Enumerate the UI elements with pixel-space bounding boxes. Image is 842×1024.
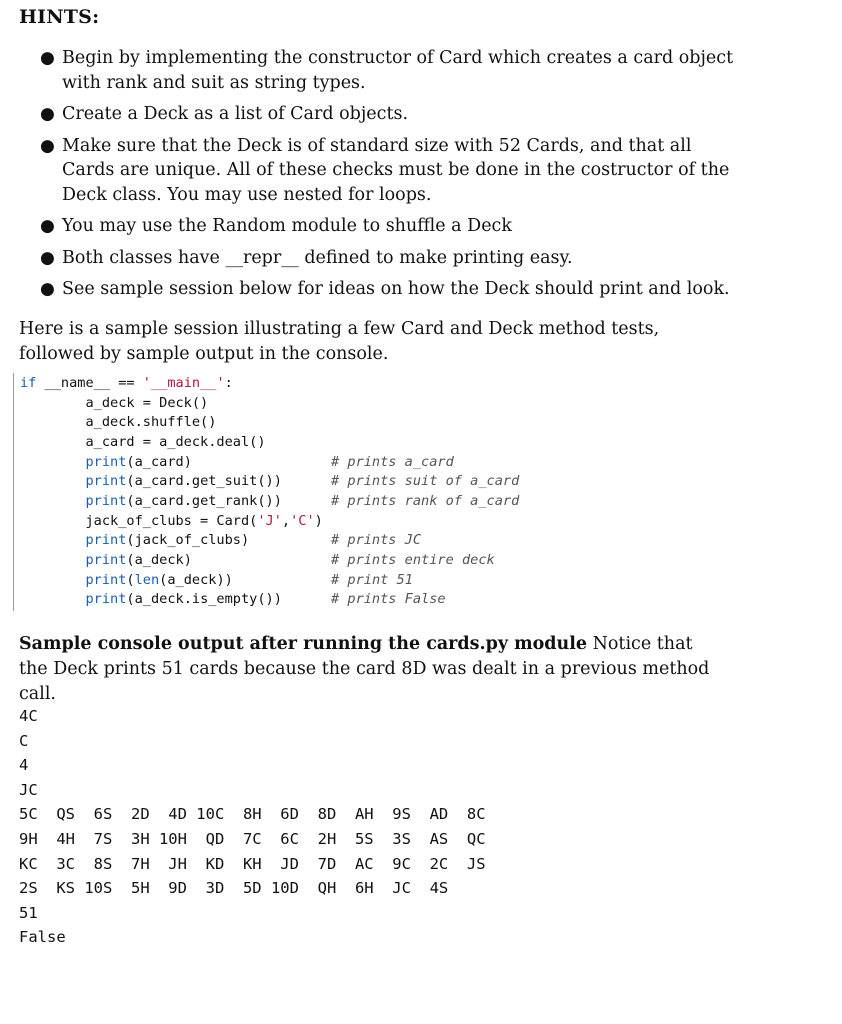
- code-comment: # print 51: [331, 571, 413, 588]
- code-line: print(a_deck.is_empty()) # prints False: [85, 591, 446, 608]
- bullet-icon: ●: [40, 135, 55, 156]
- hint-item: [40, 102, 740, 127]
- console-line: KC 3C 8S 7H JH KD KH JD 7D AC 9C 2C JS: [19, 854, 486, 873]
- code-comment: # prints rank of a_card: [331, 492, 520, 509]
- intro-paragraph: Here is a sample session illustrating a few Card and Deck method tests, followed by sample output in the console.: [19, 319, 660, 364]
- console-line: False: [19, 928, 66, 947]
- code-line: print(a_deck) # prints entire deck: [85, 551, 495, 568]
- hints-list: [40, 46, 740, 309]
- code-line: a_deck = Deck(): [20, 394, 209, 411]
- console-line: 4: [19, 756, 29, 775]
- hint-text: Make sure that the Deck is of standard size with 52 Cards, and that all Cards are unique. All of these checks must be done in the costructor of the Deck class. You may use nested for loops.: [62, 135, 730, 205]
- code-comment: # prints JC: [331, 532, 422, 549]
- code-line: print(a_card) # prints a_card: [85, 453, 454, 470]
- console-line: 51: [19, 903, 38, 922]
- code-line: if __name__ == '__main__':: [20, 375, 233, 391]
- hints-heading: HINTS:: [19, 6, 100, 28]
- hint-item: [40, 214, 740, 239]
- console-output: [19, 704, 486, 950]
- code-line: print(a_card.get_suit()) # prints suit of a_card: [85, 473, 520, 490]
- code-block: [20, 374, 519, 610]
- code-line: a_card = a_deck.deal(): [20, 433, 266, 450]
- code-comment: # prints entire deck: [331, 551, 495, 568]
- hint-text: Begin by implementing the constructor of Card which creates a card object with rank and suit as string types.: [62, 48, 734, 93]
- hint-item: [40, 134, 740, 208]
- code-line: print(a_card.get_rank()) # prints rank of a_card: [85, 492, 520, 509]
- bullet-icon: ●: [40, 104, 55, 124]
- code-line: print(len(a_deck)) # print 51: [85, 571, 413, 588]
- sample-output-heading: Sample console output after running the cards.py module: [19, 634, 588, 654]
- console-line: JC: [19, 780, 38, 799]
- bullet-icon: ●: [40, 247, 55, 268]
- hint-text: See sample session below for ideas on how the Deck should print and look.: [62, 279, 730, 299]
- bullet-icon: ●: [40, 48, 55, 68]
- bullet-icon: ●: [40, 279, 55, 299]
- bullet-icon: ●: [40, 216, 55, 236]
- hint-text: Both classes have __repr__ defined to make printing easy.: [62, 247, 573, 268]
- code-listing: [13, 373, 634, 611]
- console-line: 9H 4H 7S 3H 10H QD 7C 6C 2H 5S 3S AS QC: [19, 829, 486, 848]
- hint-item: [40, 46, 740, 95]
- code-comment: # prints suit of a_card: [331, 473, 520, 490]
- console-line: 5C QS 6S 2D 4D 10C 8H 6D 8D AH 9S AD 8C: [19, 805, 486, 824]
- sample-output-note: Notice that the Deck prints 51 cards because the card 8D was dealt in a previous method call.: [19, 634, 710, 704]
- hint-text: You may use the Random module to shuffle a Deck: [62, 216, 512, 236]
- console-line: 4C: [19, 707, 38, 725]
- console-line: C: [19, 731, 29, 750]
- code-line: print(jack_of_clubs) # prints JC: [85, 532, 422, 549]
- code-line: a_deck.shuffle(): [20, 414, 217, 431]
- code-line: jack_of_clubs = Card('J','C'): [20, 512, 323, 529]
- hint-text: Create a Deck as a list of Card objects.: [62, 104, 409, 124]
- code-comment: # prints a_card: [331, 453, 454, 470]
- hint-item: [40, 277, 740, 302]
- sample-output-paragraph: [19, 632, 724, 707]
- console-line: 2S KS 10S 5H 9D 3D 5D 10D QH 6H JC 4S: [19, 879, 449, 898]
- code-comment: # prints False: [331, 591, 446, 608]
- hint-item: [40, 246, 740, 271]
